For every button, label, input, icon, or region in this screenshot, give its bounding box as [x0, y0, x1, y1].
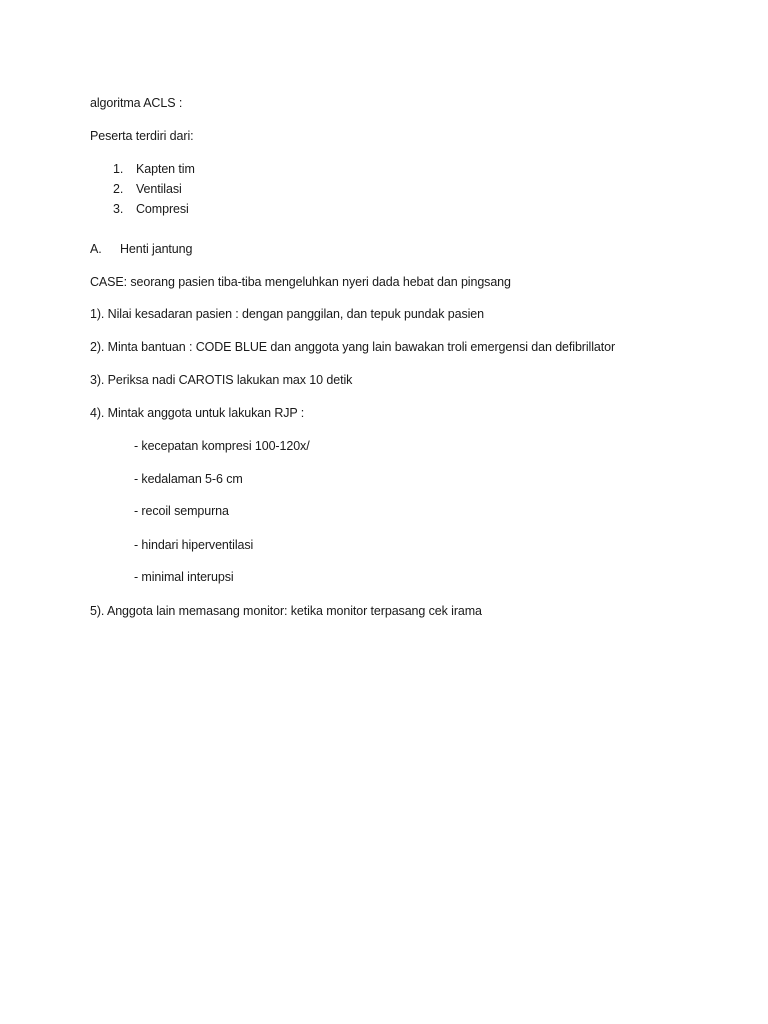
- list-text: Ventilasi: [136, 182, 182, 196]
- list-text: Compresi: [136, 202, 189, 216]
- document-title: algoritma ACLS :: [90, 96, 183, 110]
- rjp-point: - kedalaman 5-6 cm: [134, 472, 243, 486]
- list-number: 1.: [113, 162, 124, 176]
- step-5: 5). Anggota lain memasang monitor: ketika monitor terpasang cek irama: [90, 604, 482, 618]
- step-2: 2). Minta bantuan : CODE BLUE dan anggota yang lain bawakan troli emergensi dan defibrillator: [90, 340, 616, 354]
- list-text: Kapten tim: [136, 162, 195, 176]
- step-1: 1). Nilai kesadaran pasien : dengan panggilan, dan tepuk pundak pasien: [90, 307, 484, 321]
- case-description: CASE: seorang pasien tiba-tiba mengeluhkan nyeri dada hebat dan pingsang: [90, 275, 511, 289]
- rjp-point: - minimal interupsi: [134, 570, 234, 584]
- step-4: 4). Mintak anggota untuk lakukan RJP :: [90, 406, 305, 420]
- rjp-point: - kecepatan kompresi 100-120x/: [134, 439, 310, 453]
- rjp-point: - hindari hiperventilasi: [134, 538, 254, 552]
- list-number: 2.: [113, 182, 124, 196]
- list-number: 3.: [113, 202, 124, 216]
- step-3: 3). Periksa nadi CAROTIS lakukan max 10 detik: [90, 373, 353, 387]
- participants-intro: Peserta terdiri dari:: [90, 129, 194, 143]
- section-letter: A.: [90, 242, 102, 256]
- rjp-point: - recoil sempurna: [134, 504, 229, 518]
- section-title: Henti jantung: [120, 242, 193, 256]
